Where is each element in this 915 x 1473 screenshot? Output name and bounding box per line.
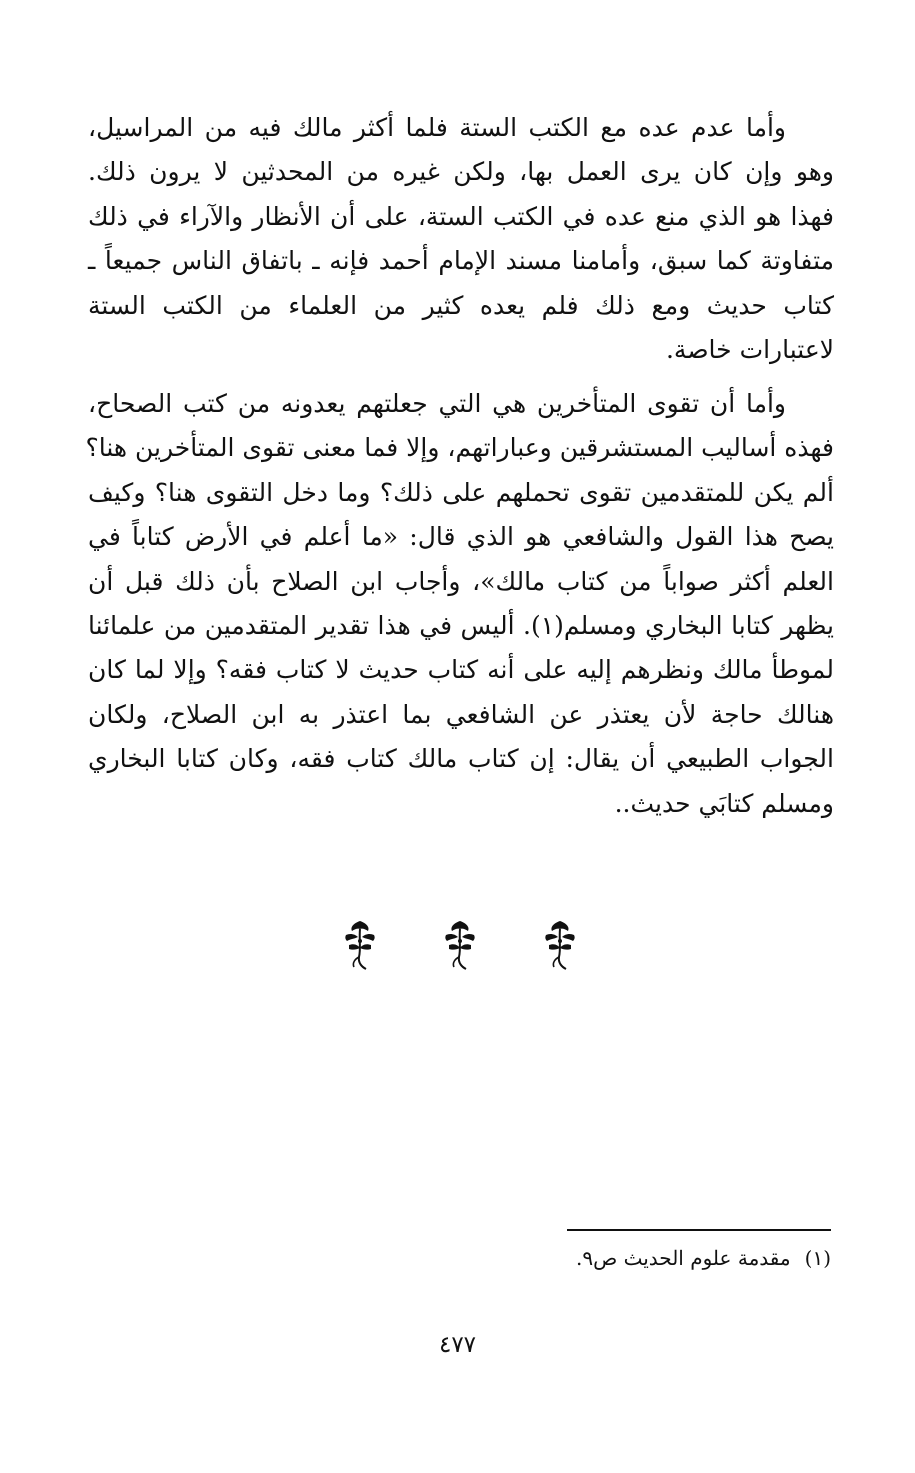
text-line: وهو وإن كان يرى العمل بها، ولكن غيره من المحدثين لا يرون ذلك. <box>88 157 834 187</box>
floral-ornament-icon <box>540 917 580 973</box>
text-line: يصح هذا القول والشافعي هو الذي قال: «ما أعلم في الأرض كتاباً في <box>88 522 834 552</box>
text-line: وأما عدم عده مع الكتب الستة فلما أكثر مالك فيه من المراسيل، <box>88 113 786 142</box>
floral-ornament-icon <box>340 917 380 973</box>
text-line: متفاوتة كما سبق، وأمامنا مسند الإمام أحمد فإنه ـ باتفاق الناس جميعاً ـ <box>88 246 834 276</box>
footnote-number: (١) <box>804 1246 831 1270</box>
footnote-text: مقدمة علوم الحديث ص٩. <box>575 1246 791 1270</box>
text-line: ومسلم كتابَي حديث.. <box>614 788 834 818</box>
footnote <box>576 1238 831 1278</box>
section-divider-ornaments <box>340 915 580 975</box>
floral-ornament-icon <box>440 917 480 973</box>
text-line: ألم يكن للمتقدمين تقوى تحملهم على ذلك؟ وما دخل التقوى هنا؟ وكيف <box>88 477 835 507</box>
text-line: هنالك حاجة لأن يعتذر عن الشافعي بما اعتذر به ابن الصلاح، ولكان <box>88 699 834 729</box>
text-line: كتاب حديث ومع ذلك فلم يعده كثير من العلماء من الكتب الستة <box>88 290 834 320</box>
text-line: وأما أن تقوى المتأخرين هي التي جعلتهم يعدونه من كتب الصحاح، <box>88 389 786 418</box>
text-line: العلم أكثر صواباً من كتاب مالك»، وأجاب ابن الصلاح بأن ذلك قبل أن <box>88 566 834 596</box>
text-line: الجواب الطبيعي أن يقال: إن كتاب مالك كتاب فقه، وكان كتابا البخاري <box>88 744 834 774</box>
paragraph-2 <box>85 382 835 826</box>
text-line: لاعتبارات خاصة. <box>665 335 834 365</box>
footnote-divider <box>567 1229 831 1231</box>
text-line: فهذا هو الذي منع عده في الكتب الستة، على أن الأنظار والآراء في ذلك <box>88 201 834 231</box>
page-number: ٤٧٧ <box>438 1332 477 1358</box>
paragraph-1 <box>88 106 834 372</box>
text-line: يظهر كتابا البخاري ومسلم(١). أليس في هذا تقدير المتقدمين من علمائنا <box>88 611 834 641</box>
text-line: فهذه أساليب المستشرقين وعباراتهم، وإلا فما معنى تقوى المتأخرين هنا؟ <box>85 433 834 463</box>
text-line: لموطأ مالك ونظرهم إليه على أنه كتاب حديث لا كتاب فقه؟ وإلا لما كان <box>88 655 834 685</box>
